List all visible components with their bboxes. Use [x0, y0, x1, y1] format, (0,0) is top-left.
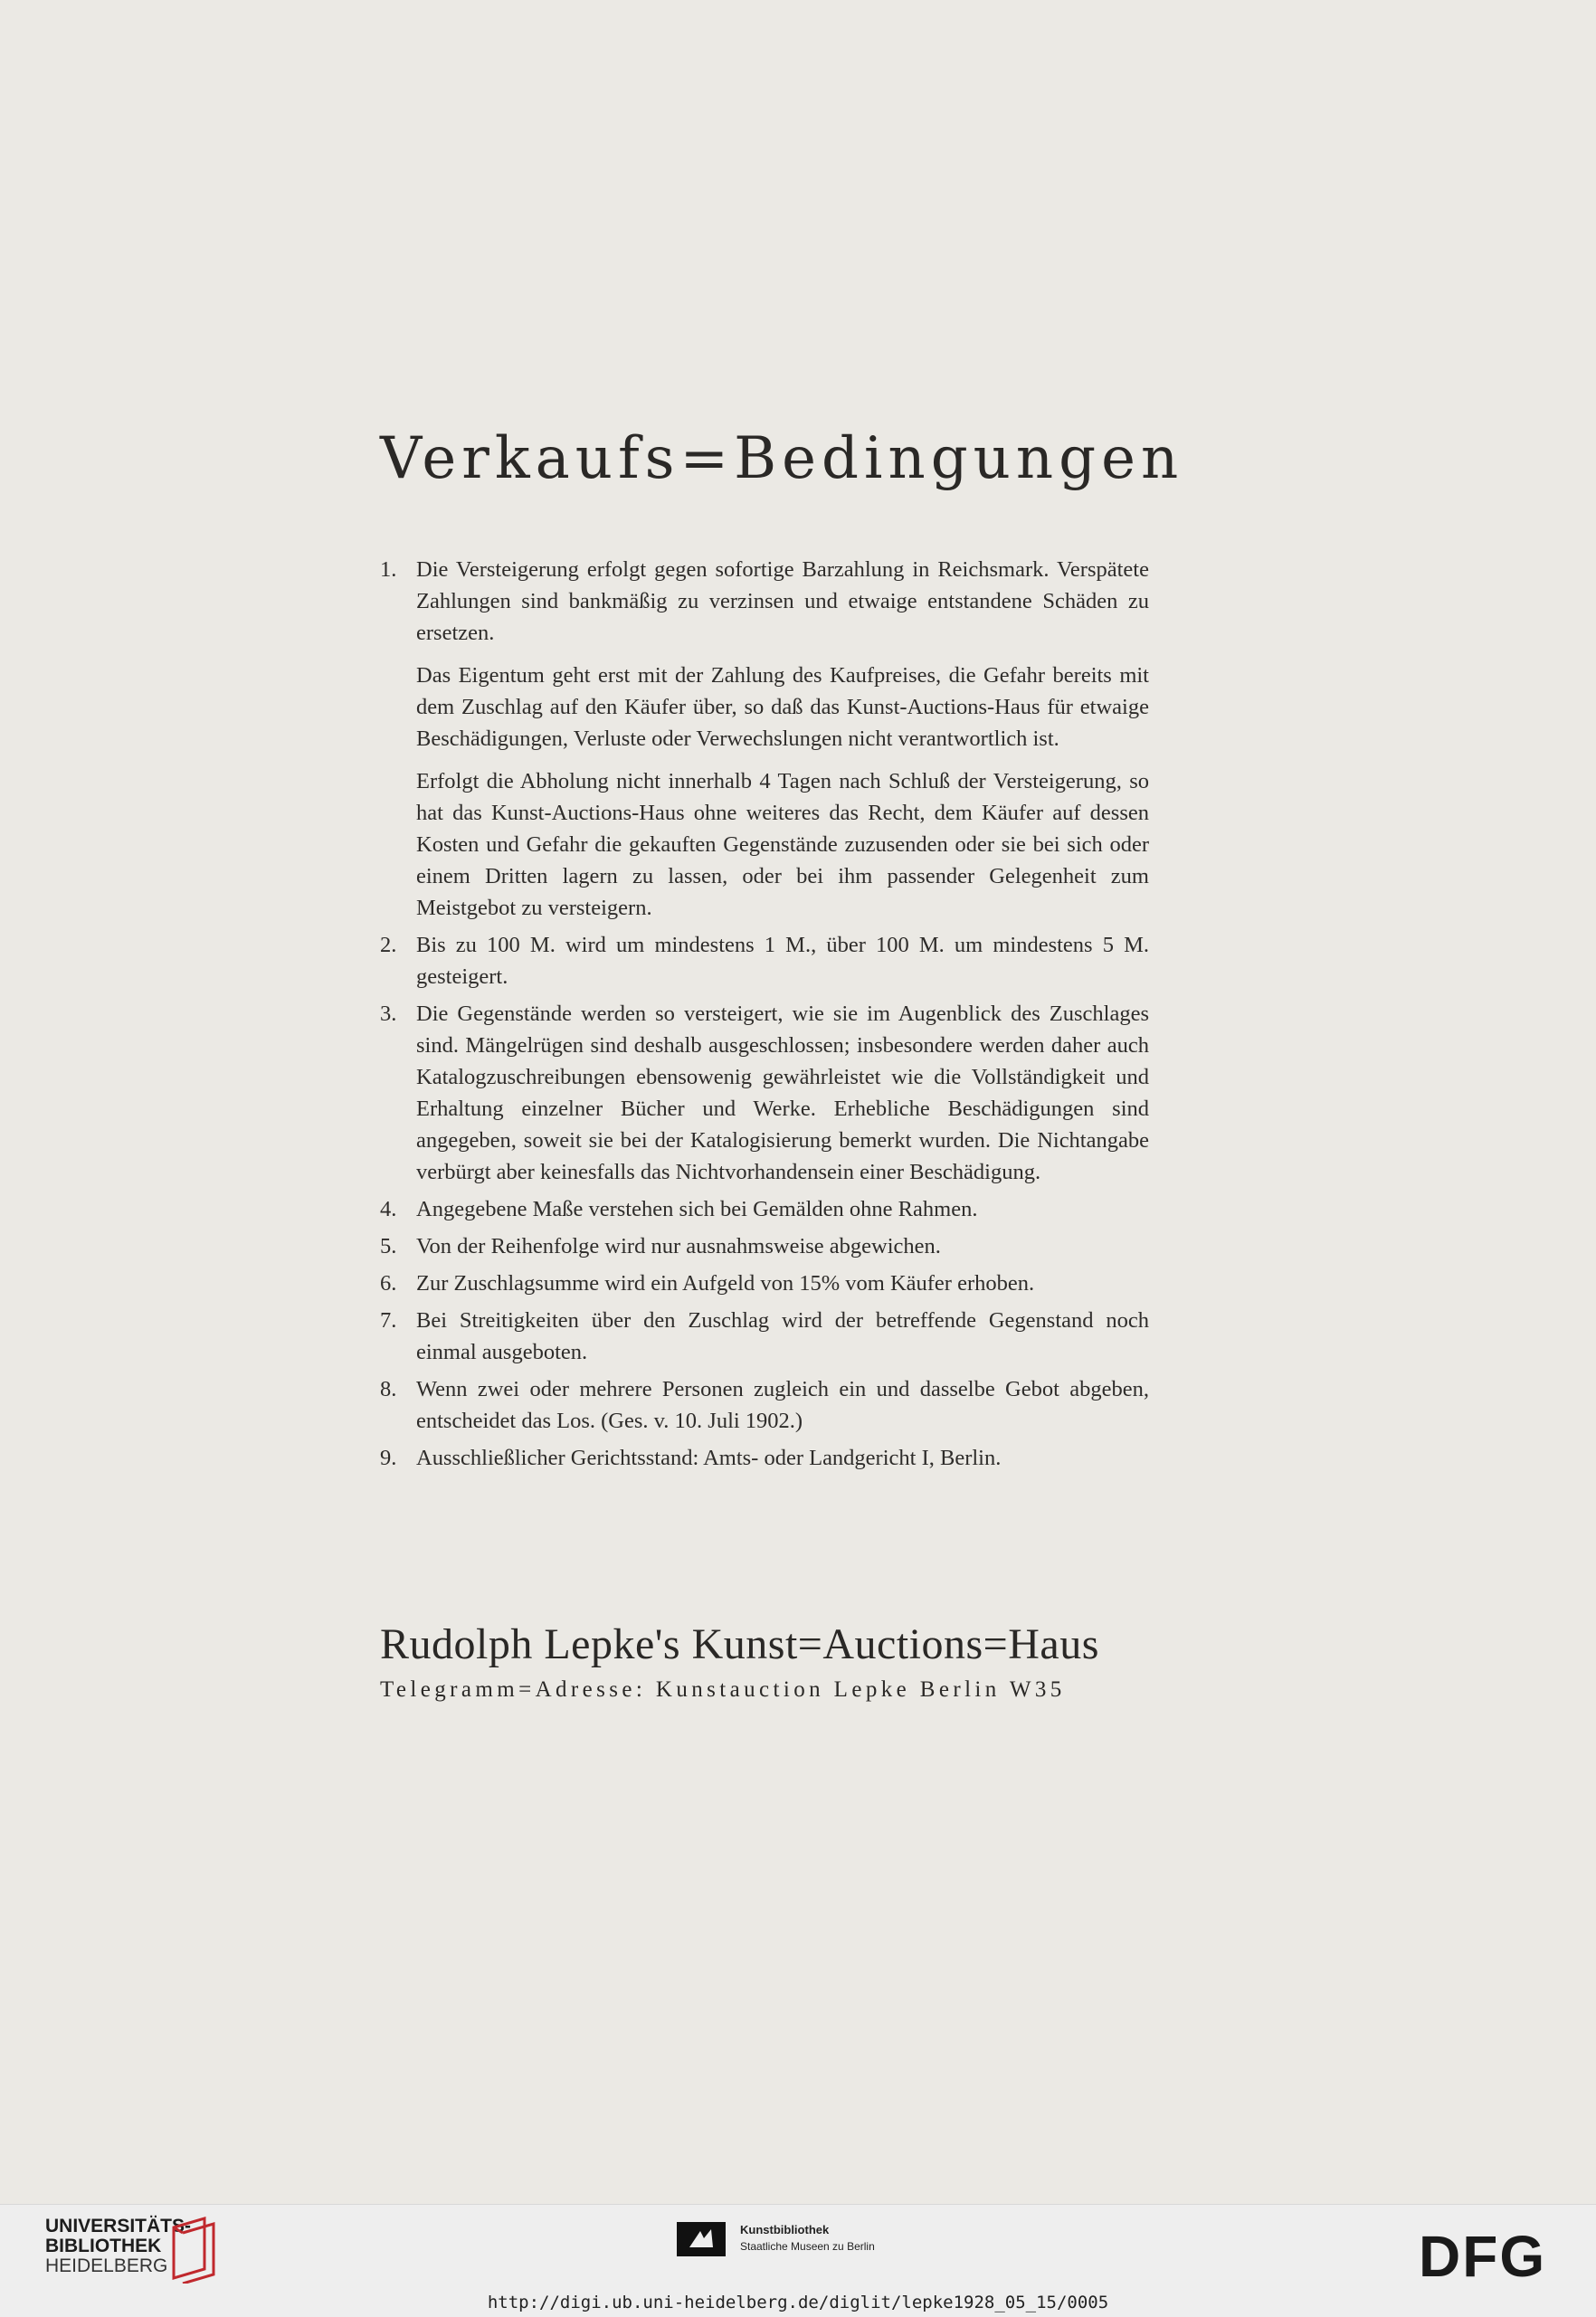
condition-paragraph: Die Gegenstände werden so versteigert, wie sie im Augenblick des Zuschlages sind. Mängelrügen sind deshalb ausgeschlossen; insbesondere werden daher auch Katalogzuschreibungen ebensowenig gewährleistet wie die Vollständigkeit und Erhaltung einzelner Bücher und Werke. Erhebliche Beschädigungen sind angegeben, soweit sie bei der Katalogisierung bemerkt wurden. Die Nichtangabe verbürgt aber keinesfalls das Nichtvorhandensein einer Beschädigung. [416, 1002, 1149, 1184]
permalink-url[interactable]: http://digi.ub.uni-heidelberg.de/diglit/lepke1928_05_15/0005 [487, 2293, 1109, 2312]
condition-number: 2. [380, 933, 397, 957]
condition-item [380, 1193, 1149, 1225]
condition-item [380, 1268, 1149, 1299]
library-line-2: BIBLIOTHEK [45, 2236, 162, 2256]
condition-body [416, 1193, 1149, 1225]
condition-paragraph: Zur Zuschlagsumme wird ein Aufgeld von 15% vom Käufer erhoben. [416, 1271, 1035, 1296]
condition-paragraph: Bis zu 100 M. wird um mindestens 1 M., über 100 M. um mindestens 5 M. gesteigert. [416, 933, 1149, 989]
dfg-logo[interactable]: DFG [1419, 2224, 1547, 2289]
condition-body [416, 554, 1149, 924]
condition-number: 3. [380, 1002, 397, 1026]
condition-paragraph: Die Versteigerung erfolgt gegen sofortige Barzahlung in Reichsmark. Verspätete Zahlungen sind bankmäßig zu verzinsen und etwaige entstandene Schäden zu ersetzen. [416, 557, 1149, 645]
condition-body [416, 1230, 1149, 1262]
condition-paragraph: Angegebene Maße verstehen sich bei Gemälden ohne Rahmen. [416, 1197, 978, 1221]
condition-body [416, 929, 1149, 992]
condition-item [380, 1230, 1149, 1262]
condition-number: 5. [380, 1234, 397, 1258]
page-title: Verkaufs=Bedingungen [380, 425, 1184, 492]
kunstbibliothek-label[interactable] [740, 2222, 875, 2255]
condition-body [416, 1442, 1149, 1474]
kunstbibliothek-logo-icon[interactable] [677, 2222, 726, 2256]
condition-paragraph: Wenn zwei oder mehrere Personen zugleich ein und dasselbe Gebot abgeben, entscheidet das Los. (Ges. v. 10. Juli 1902.) [416, 1377, 1149, 1433]
condition-number: 6. [380, 1271, 397, 1296]
condition-paragraph: Erfolgt die Abholung nicht innerhalb 4 Tagen nach Schluß der Versteigerung, so hat das Kunst-Auctions-Haus ohne weiteres das Recht, dem Käufer auf dessen Kosten und Gefahr die gekauften Gegenstände zuzusenden oder sie bei sich oder einem Dritten lagern zu lassen, oder bei ihm passender Gelegenheit zum Meistgebot zu versteigern. [416, 769, 1149, 920]
library-line-1: UNIVERSITÄTS- [45, 2216, 192, 2236]
condition-number: 4. [380, 1197, 397, 1221]
condition-item [380, 998, 1149, 1188]
library-line-3: HEIDELBERG [45, 2255, 168, 2276]
condition-item [380, 1305, 1149, 1368]
condition-number: 8. [380, 1377, 397, 1401]
kb-subtitle: Staatliche Museen zu Berlin [740, 2240, 875, 2253]
condition-body [416, 1373, 1149, 1437]
ub-logo-icon[interactable] [161, 2215, 224, 2284]
conditions-list [380, 554, 1149, 1474]
condition-body [416, 998, 1149, 1188]
condition-paragraph: Das Eigentum geht erst mit der Zahlung des Kaufpreises, die Gefahr bereits mit dem Zuschlag auf den Käufer über, so daß das Kunst-Auctions-Haus für etwaige Beschädigungen, Verluste oder Verwechslungen nicht verantwortlich ist. [416, 663, 1149, 751]
firm-name: Rudolph Lepke's Kunst=Auctions=Haus [380, 1620, 1099, 1668]
condition-paragraph: Ausschließlicher Gerichtsstand: Amts- oder Landgericht I, Berlin. [416, 1446, 1002, 1470]
condition-number: 7. [380, 1308, 397, 1333]
condition-body [416, 1305, 1149, 1368]
condition-item [380, 929, 1149, 992]
condition-item [380, 1373, 1149, 1437]
condition-paragraph: Von der Reihenfolge wird nur ausnahmsweise abgewichen. [416, 1234, 941, 1258]
condition-number: 1. [380, 557, 397, 582]
condition-body [416, 1268, 1149, 1299]
condition-item [380, 554, 1149, 924]
condition-paragraph: Bei Streitigkeiten über den Zuschlag wird der betreffende Gegenstand noch einmal ausgeboten. [416, 1308, 1149, 1364]
telegram-address: Telegramm=Adresse: Kunstauction Lepke Berlin W35 [380, 1677, 1066, 1702]
condition-item [380, 1442, 1149, 1474]
kb-title: Kunstbibliothek [740, 2223, 830, 2236]
condition-number: 9. [380, 1446, 397, 1470]
